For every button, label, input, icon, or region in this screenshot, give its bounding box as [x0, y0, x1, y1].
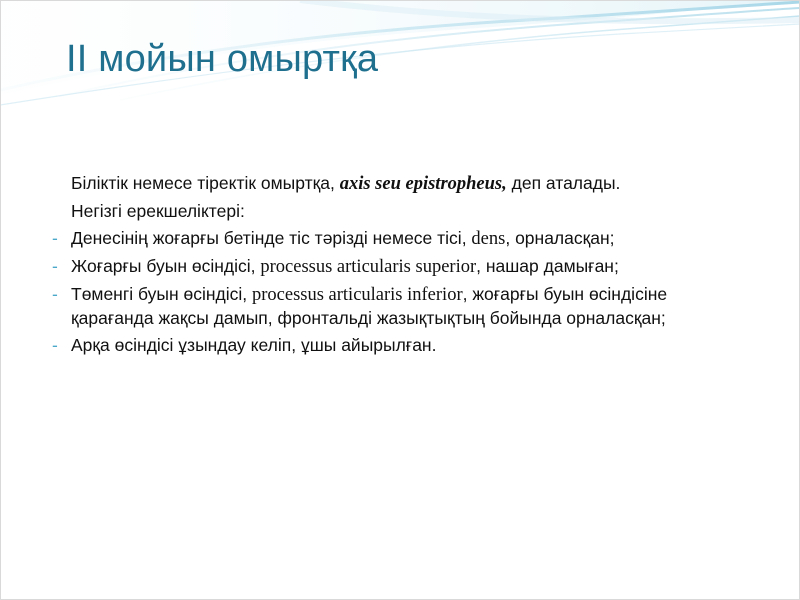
item-text: Жоғарғы буын өсіндісі, [71, 256, 261, 276]
item-latin-term: processus articularis superior [260, 257, 477, 277]
intro-text-end: деп аталады. [506, 173, 621, 193]
bullet-dash-icon: - [52, 284, 58, 304]
bullet-dash-icon: - [52, 256, 58, 276]
slide-title: II мойын омыртқа [66, 38, 379, 80]
intro-paragraph [50, 172, 750, 196]
feature-item [50, 255, 750, 279]
features-subheading: Негізгі ерекшеліктері: [71, 201, 245, 221]
item-latin-term: processus articularis inferior [251, 285, 463, 305]
feature-item [50, 283, 750, 330]
feature-item [50, 334, 750, 357]
intro-text-start: Біліктік немесе тіректік омыртқа, [71, 173, 340, 193]
item-text: Төменгі буын өсіндісі, [71, 284, 252, 304]
slide-content [50, 172, 750, 361]
bullet-dash-icon: - [52, 335, 58, 355]
bullet-dash-icon: - [52, 228, 58, 248]
intro-latin-term: axis seu epistropheus, [339, 174, 507, 194]
item-text: Денесінің жоғарғы бетінде тіс тәрізді немесе тісі, [71, 228, 472, 248]
feature-item [50, 227, 750, 251]
item-text: Арқа өсіндісі ұзындау келіп, ұшы айырылған. [71, 335, 437, 355]
item-text-end: , нашар дамыған; [476, 256, 619, 276]
item-text-end: , жоғарғы буын өсіндісіне қарағанда жақсы дамып, фронтальді жазықтықтың бойында орналасқан; [71, 284, 668, 328]
item-text-end: , орналасқан; [505, 228, 615, 248]
item-latin-term: dens [471, 229, 506, 249]
